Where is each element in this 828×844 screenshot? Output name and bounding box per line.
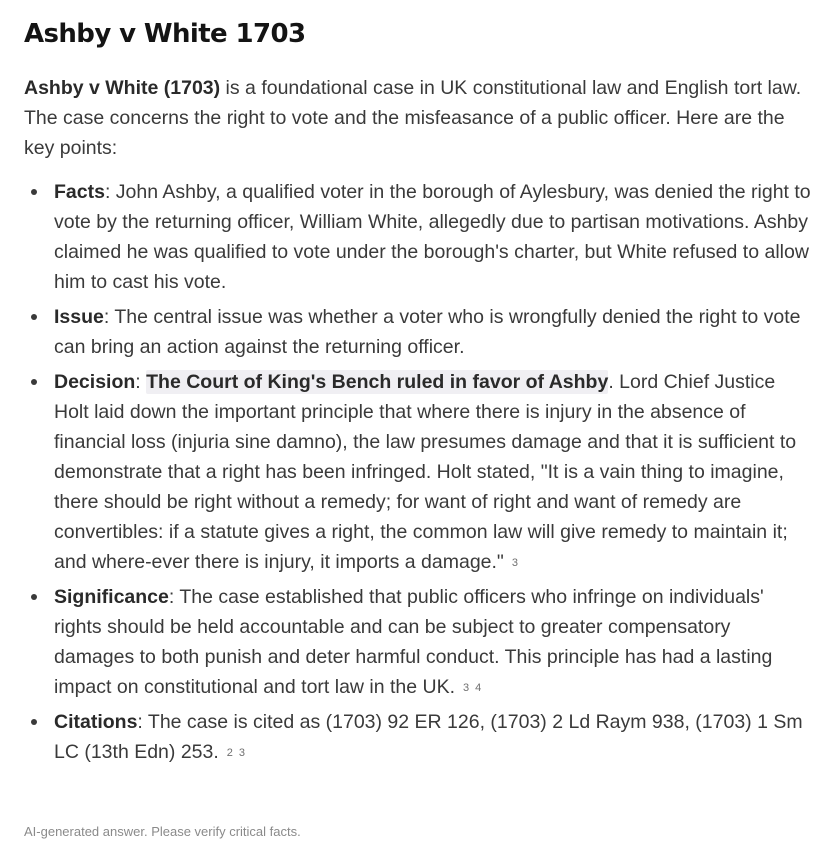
point-text: . Lord Chief Justice Holt laid down the important principle that where there is injury in the absence of financial loss (injuria sine damno), the law presumes damage and that it is sufficient to demonstrate that a right has been infringed. Holt stated, "It is a vain thing to imagine, there should be right without a remedy; for want of right and want of remedy are convertibles: if a statute gives a right, the common law will give remedy to maintain it; and where-ever there is injury, it imports a damage." xyxy=(54,371,797,573)
citation-link[interactable]: 2 xyxy=(226,747,233,759)
intro-text: is a foundational case in UK constitutional law and English tort law. The case concerns the right to vote and the misfeasance of a public officer. Here are the key points: xyxy=(24,77,802,159)
bullet-icon xyxy=(31,189,37,195)
point-text: : John Ashby, a qualified voter in the borough of Aylesbury, was denied the right to vote by the returning officer, William White, allegedly due to partisan motivations. Ashby claimed he was qualified to vote under the borough's charter, but White refused to allow him to cast his vote. xyxy=(54,181,811,293)
citation-link[interactable]: 3 xyxy=(463,682,470,694)
bullet-icon xyxy=(31,594,37,600)
page-title: Ashby v White 1703 xyxy=(24,19,306,49)
list-item-decision xyxy=(24,367,814,577)
bullet-icon xyxy=(31,379,37,385)
point-label: Decision xyxy=(54,371,136,393)
list-item-issue xyxy=(24,302,814,362)
point-label: Facts xyxy=(54,181,105,203)
intro-paragraph xyxy=(24,73,814,163)
point-label: Citations xyxy=(54,711,138,733)
key-points-list xyxy=(24,177,814,767)
highlighted-ruling: The Court of King's Bench ruled in favor of Ashby xyxy=(146,371,609,393)
citation-link[interactable]: 3 xyxy=(238,747,246,759)
ai-disclaimer: AI-generated answer. Please verify critical facts. xyxy=(24,824,301,839)
bullet-icon xyxy=(31,314,37,320)
point-text: : The case established that public officers who infringe on individuals' rights should be held accountable and can be subject to greater compensatory damages to both punish and deter harmful conduct. This principle has had a lasting impact on constitutional and tort law in the UK. xyxy=(54,586,773,698)
list-item-facts xyxy=(24,177,814,297)
citation-link[interactable]: 4 xyxy=(475,682,482,694)
point-label: Significance xyxy=(54,586,169,608)
intro-case-name: Ashby v White (1703) xyxy=(24,77,221,99)
list-item-significance xyxy=(24,582,814,702)
bullet-icon xyxy=(31,719,37,725)
point-text: : The case is cited as (1703) 92 ER 126, (1703) 2 Ld Raym 938, (1703) 1 Sm LC (13th Edn) 253. xyxy=(54,711,803,763)
point-separator: : xyxy=(135,371,147,393)
citation-link[interactable]: 3 xyxy=(511,557,518,569)
point-text: : The central issue was whether a voter who is wrongfully denied the right to vote can bring an action against the returning officer. xyxy=(54,306,801,358)
point-label: Issue xyxy=(54,306,104,328)
list-item-citations xyxy=(24,707,814,767)
